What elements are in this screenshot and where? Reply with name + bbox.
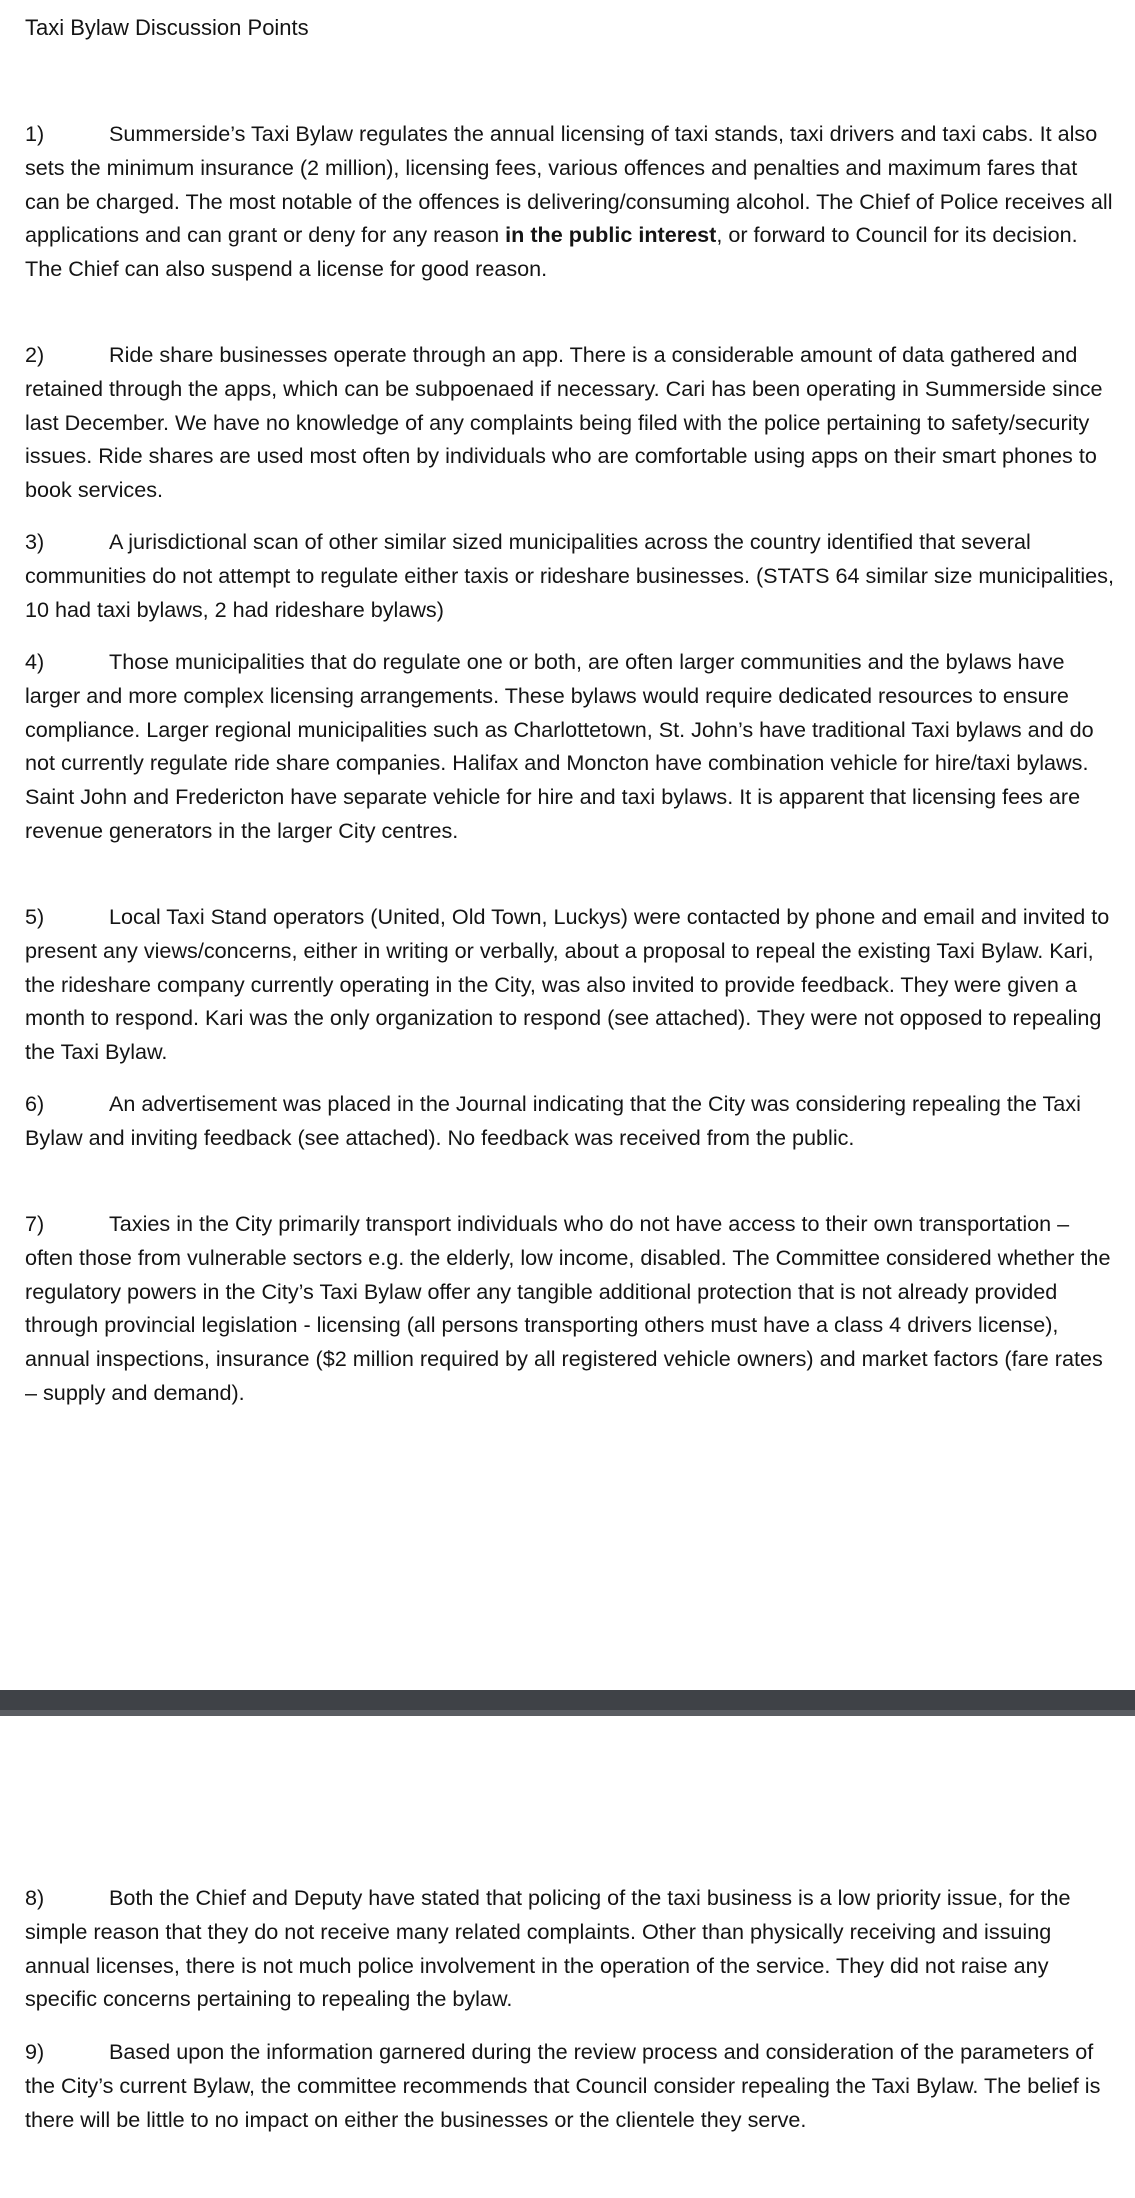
paragraph-number: 4) xyxy=(25,649,45,674)
paragraph-text: Local Taxi Stand operators (United, Old Town, Luckys) were contacted by phone and email and invited to present any views/concerns, either in writing or verbally, about a proposal to repeal the existing Taxi Bylaw. Kari, the rideshare company currently operating in the City, was also invited to provide feedback. They were given a month to respond. Kari was the only organization to respond (see attached). They were not opposed to repealing the Taxi Bylaw. xyxy=(25,904,1110,1065)
paragraph-text: , or forward to Council for its decision. The Chief can also suspend a license for good reason. xyxy=(25,222,1078,282)
paragraph-number: 9) xyxy=(25,2039,45,2064)
paragraph-4 xyxy=(25,645,1117,848)
paragraph-number: 8) xyxy=(25,1885,45,1910)
paragraph-6 xyxy=(25,1087,1117,1155)
paragraph-number: 6) xyxy=(25,1091,45,1116)
paragraph-text: A jurisdictional scan of other similar sized municipalities across the country identified that several communities do not attempt to regulate either taxis or rideshare businesses. (STATS 64 similar size municipalities, 10 had taxi bylaws, 2 had rideshare bylaws) xyxy=(25,529,1114,622)
page-separator xyxy=(0,1690,1135,1716)
paragraph-3 xyxy=(25,525,1117,626)
paragraph-bold-text: in the public interest xyxy=(505,222,717,248)
paragraph-text: Those municipalities that do regulate one or both, are often larger communities and the bylaws have larger and more complex licensing arrangements. These bylaws would require dedicated resources to ensure compliance. Larger regional municipalities such as Charlottetown, St. John’s have traditional Taxi bylaws and do not currently regulate ride share companies. Halifax and Moncton have combination vehicle for hire/taxi bylaws. Saint John and Fredericton have separate vehicle for hire and taxi bylaws. It is apparent that licensing fees are revenue generators in the larger City centres. xyxy=(25,649,1094,843)
document-page-2 xyxy=(0,1716,1135,2198)
paragraph-text: Both the Chief and Deputy have stated that policing of the taxi business is a low priority issue, for the simple reason that they do not receive many related complaints. Other than physically receiving and issuing annual licenses, there is not much police involvement in the operation of the service. They did not raise any specific concerns pertaining to repealing the bylaw. xyxy=(25,1885,1071,2012)
paragraph-number: 7) xyxy=(25,1211,45,1236)
paragraph-text: Summerside’s Taxi Bylaw regulates the annual licensing of taxi stands, taxi drivers and taxi cabs. It also sets the minimum insurance (2 million), licensing fees, various offences and penalties and maximum fares that can be charged. The most notable of the offences is delivering/consuming alcohol. The Chief of Police receives all applications and can grant or deny for any reason xyxy=(25,121,1113,248)
paragraph-text: Ride share businesses operate through an app. There is a considerable amount of data gathered and retained through the apps, which can be subpoenaed if necessary. Cari has been operating in Summerside since last December. We have no knowledge of any complaints being filed with the police pertaining to safety/security issues. Ride shares are used most often by individuals who are comfortable using apps on their smart phones to book services. xyxy=(25,342,1103,503)
paragraph-9 xyxy=(25,2035,1117,2136)
paragraph-number: 3) xyxy=(25,529,45,554)
paragraph-1 xyxy=(25,117,1117,286)
paragraph-number: 5) xyxy=(25,904,45,929)
paragraph-text: Taxies in the City primarily transport individuals who do not have access to their own transportation – often those from vulnerable sectors e.g. the elderly, low income, disabled. The Committee considered whether the regulatory powers in the City’s Taxi Bylaw offer any tangible additional protection that is not already provided through provincial legislation - licensing (all persons transporting others must have a class 4 drivers license), annual inspections, insurance ($2 million required by all registered vehicle owners) and market factors (fare rates – supply and demand). xyxy=(25,1211,1111,1405)
paragraph-7 xyxy=(25,1207,1117,1410)
document-title: Taxi Bylaw Discussion Points xyxy=(25,15,309,40)
paragraph-number: 1) xyxy=(25,121,45,146)
paragraph-2 xyxy=(25,338,1117,507)
paragraph-text: An advertisement was placed in the Journal indicating that the City was considering repealing the Taxi Bylaw and inviting feedback (see attached). No feedback was received from the public. xyxy=(25,1091,1081,1150)
paragraph-5 xyxy=(25,900,1117,1069)
paragraph-8 xyxy=(25,1881,1117,2016)
paragraph-text: Based upon the information garnered during the review process and consideration of the parameters of the City’s current Bylaw, the committee recommends that Council consider repealing the Taxi Bylaw. The belief is there will be little to no impact on either the businesses or the clientele they serve. xyxy=(25,2039,1101,2132)
paragraph-number: 2) xyxy=(25,342,45,367)
